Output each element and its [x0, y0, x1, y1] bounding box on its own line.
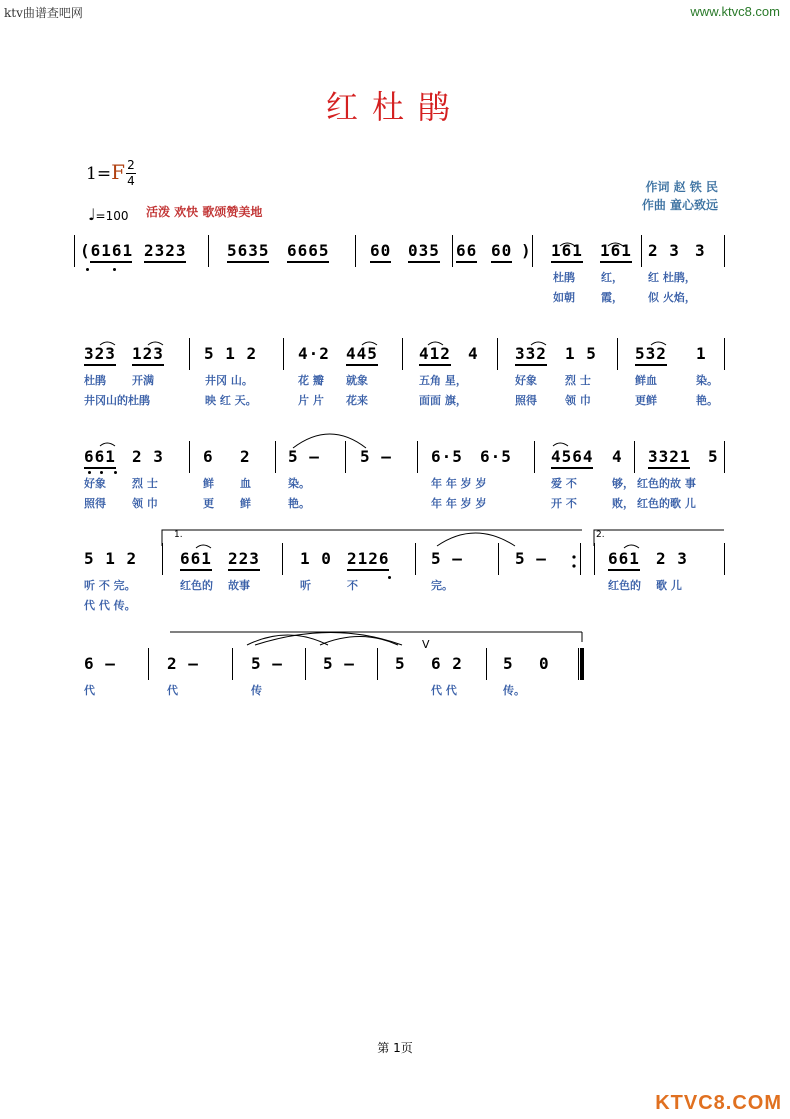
note-group: 5 – [288, 447, 320, 466]
lyric-text: 够， [612, 477, 634, 490]
lyric-text: 花来 [346, 394, 368, 407]
lyric-text: 领 巾 [565, 394, 591, 407]
slur [437, 533, 515, 546]
lyric-text: 年 年 岁 岁 [431, 477, 487, 490]
note-group: 4·2 [298, 344, 330, 363]
lyric-text: 歌 儿 [656, 579, 682, 592]
note-group: 2 [240, 447, 251, 466]
lyric-text: 映 红 天。 [205, 394, 257, 407]
lyric-text: 艳。 [288, 497, 310, 510]
note-group: 2 3 [132, 447, 164, 466]
note-group: 5 – [431, 549, 463, 568]
note-group: 412 [419, 344, 451, 363]
slur [651, 342, 666, 345]
lyric-text: 烈 士 [565, 374, 591, 387]
lyric-text: 面面 旗， [419, 394, 467, 407]
volta-bracket-1 [162, 530, 582, 546]
slur [148, 342, 163, 345]
lyric-text: 代 代 [431, 684, 457, 697]
note-group: 1 0 [300, 549, 332, 568]
lyricist-credit: 作词 赵 铁 民 [645, 180, 718, 194]
note-group: 2323 [144, 241, 187, 260]
tempo-value: =100 [95, 209, 129, 223]
slur [362, 342, 377, 345]
note-group: 661 [84, 447, 116, 466]
note-group: 5 [708, 447, 719, 466]
slur [531, 342, 546, 345]
lyric-text: 好象 [515, 374, 537, 387]
slur [196, 545, 211, 548]
note-group: 2 – [167, 654, 199, 673]
note-group: 5 1 2 [84, 549, 138, 568]
breath-mark: V [422, 638, 430, 651]
lyric-text: 完。 [431, 579, 453, 592]
time-bottom: 4 [127, 174, 135, 188]
note-group: 223 [228, 549, 260, 568]
note-group: 035 [408, 241, 440, 260]
lyric-text: 代 [84, 684, 95, 697]
note-group: 123 [132, 344, 164, 363]
note-group: 5635 [227, 241, 270, 260]
note-group: 6·5 [431, 447, 463, 466]
time-top: 2 [127, 158, 135, 172]
lyric-text: 烈 士 [132, 477, 158, 490]
note-group: 60 [491, 241, 513, 260]
note-group: 5 1 2 [204, 344, 258, 363]
note-group: 323 [84, 344, 116, 363]
lyric-text: 好象 [84, 477, 106, 490]
note-group: 5 – [323, 654, 355, 673]
note-group: 3321 [648, 447, 691, 466]
slur [293, 434, 366, 448]
lyric-text: 更 [203, 497, 214, 510]
lyric-text: 杜鹃 [553, 271, 575, 284]
note-group: 332 [515, 344, 547, 363]
note-group: ) [521, 241, 532, 260]
lyric-text: 传 [251, 684, 262, 697]
lyric-text: 开 不 [551, 497, 577, 510]
slur [428, 342, 443, 345]
slur [553, 443, 568, 446]
note-group: 2 3 [656, 549, 688, 568]
note-group: 6 – [84, 654, 116, 673]
lyric-text: 败， [612, 497, 634, 510]
lyric-text: 艳。 [696, 394, 718, 407]
key-letter: F [111, 160, 125, 184]
lyric-text: 染。 [696, 374, 718, 387]
volta-bracket-2 [594, 530, 724, 546]
lyric-text: 开满 [132, 374, 154, 387]
slur [100, 443, 115, 446]
lyric-text: 年 年 岁 岁 [431, 497, 487, 510]
lyric-text: 杜鹃 [84, 374, 106, 387]
lyric-text: 故事 [228, 579, 250, 592]
lyric-text: 似 火焰， [648, 291, 696, 304]
note-group: 532 [635, 344, 667, 363]
note-group: 2126 [347, 549, 390, 568]
note-group: 6665 [287, 241, 330, 260]
note-group: 60 [370, 241, 392, 260]
note-group: 5 – [360, 447, 392, 466]
lyric-text: 如朝 [553, 291, 575, 304]
lyric-text: 代 代 传。 [84, 599, 136, 612]
site-name-left[interactable]: ktv曲谱查吧网 [4, 6, 83, 20]
composer-credit: 作曲 童心致远 [641, 198, 718, 212]
slur [608, 243, 623, 246]
lyric-text: 照得 [515, 394, 537, 407]
note-group: 4 [612, 447, 623, 466]
page-number: 第 1页 [377, 1041, 413, 1055]
lyric-text: 红色的故 事 [637, 477, 696, 490]
lyric-text: 代 [167, 684, 178, 697]
brand-logo: KTVC8.COM [655, 1092, 782, 1114]
slur [100, 342, 115, 345]
lyric-text: 井冈 山。 [205, 374, 253, 387]
note-group: 1 5 [565, 344, 597, 363]
lyric-text: 传。 [503, 684, 525, 697]
lyric-text: 爱 不 [551, 477, 577, 490]
song-title: 红杜鹃 [325, 88, 464, 126]
note-group: 6 [203, 447, 214, 466]
slur [560, 243, 575, 246]
note-group: 4564 [551, 447, 594, 466]
lyric-text: 鲜 [203, 477, 214, 490]
slur [624, 545, 639, 548]
lyric-text: 井冈山的杜鹃 [84, 394, 150, 407]
lyric-text: 听 不 完。 [84, 579, 136, 592]
quarter-note-icon: ♩ [88, 205, 96, 224]
lyric-text: 鲜血 [635, 374, 657, 387]
lyric-text: 红， [601, 271, 623, 284]
note-group: 4 [468, 344, 479, 363]
note-group: 66 [456, 241, 478, 260]
lyric-text: 红色的 [608, 579, 641, 592]
key-prefix: 1= [86, 164, 112, 184]
lyric-text: 血 [240, 477, 251, 490]
note-group: (6161 [80, 241, 134, 260]
lyric-text: 染。 [288, 477, 310, 490]
lyric-text: 领 巾 [132, 497, 158, 510]
lyric-text: 红色的歌 儿 [637, 497, 696, 510]
volta-label-first: 1. [174, 530, 183, 540]
note-group: 6·5 [480, 447, 512, 466]
note-group: 661 [608, 549, 640, 568]
note-group: 5 – [515, 549, 547, 568]
lyric-text: 霞， [601, 291, 623, 304]
site-url-right[interactable]: www.ktvc8.com [690, 4, 780, 19]
lyric-text: 照得 [84, 497, 106, 510]
repeat-dot [572, 555, 575, 558]
lyric-text: 红色的 [180, 579, 213, 592]
lyric-text: 五角 星， [419, 374, 467, 387]
lyric-text: 红 杜鹃， [648, 271, 696, 284]
lyric-text: 不 [347, 579, 358, 592]
note-group: 3 [695, 241, 706, 260]
lyric-text: 鲜 [240, 497, 251, 510]
note-group: 2 3 [648, 241, 680, 260]
note-group: 5 [395, 654, 406, 673]
note-group: 445 [346, 344, 378, 363]
note-group: 5 [503, 654, 514, 673]
lyric-text: 片 片 [298, 394, 324, 407]
note-group: 1 [696, 344, 707, 363]
note-group: 6 2 [431, 654, 463, 673]
note-group: 5 – [251, 654, 283, 673]
note-group: 0 [539, 654, 550, 673]
lyric-text: 就象 [346, 374, 368, 387]
slur [320, 637, 398, 646]
volta-label-second: 2. [596, 530, 605, 540]
lyric-text: 更鲜 [635, 394, 657, 407]
note-group: 661 [180, 549, 212, 568]
note-group: 161 [600, 241, 632, 260]
note-group: 161 [551, 241, 583, 260]
repeat-dot [572, 564, 575, 567]
expression-marking: 活泼 欢快 歌颂赞美地 [146, 205, 263, 219]
lyric-text: 听 [300, 579, 311, 592]
lyric-text: 花 瓣 [298, 374, 324, 387]
